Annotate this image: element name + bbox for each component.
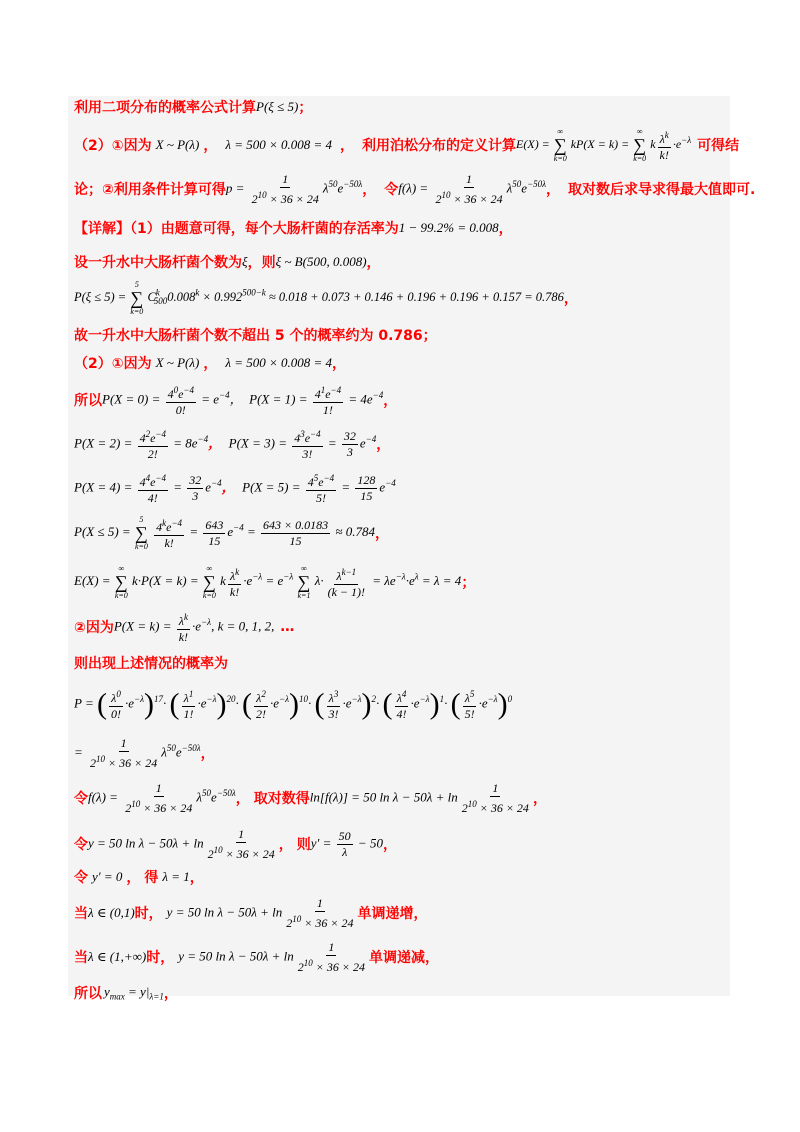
math-f-lambda: f(λ) = $\frac{1}{2^{10} \times 36 \times 24}$ $\lambda^{50}e^{-50\lambda}$ (398, 171, 547, 206)
math-y-prime: y′ = $\frac{50}{\lambda}$ − 50 (310, 828, 383, 859)
text: 单调递减， (368, 950, 439, 966)
math-interval-increasing: λ ∈ (0,1) (88, 905, 135, 920)
analysis-line-1 (74, 96, 312, 118)
detail-line-5: （2）①因为 X ~ P(λ) ， λ = 500 × 0.008 = 4 ， (74, 355, 347, 372)
text: 令 (74, 791, 88, 807)
math-survival-rate: 1 − 99.2% = 0.008 (398, 220, 499, 235)
math-binomial: ξ ~ B(500, 0.008) (275, 254, 367, 269)
text: 所以 (74, 986, 102, 1002)
detail-line-4 (74, 324, 437, 346)
text: 取对数后求导求得最大值即可. (568, 182, 756, 198)
math-probability-product: P = ( $\frac{\lambda^0}{0!}$ $\cdot e^{-\lambda})^{17}\cdot$ ( $\frac{\lambda^1}{1!}$ $\cdot e^{-\lambda})^{20}\cdot$ ( $\frac{\lambda^2}{2!}$ $\cdot e^{-\lambda})^{10}\cdot$ ( $\frac{\lambda^3}{3!}$ $\cdot e^{-\lambda})^2\cdot$ ( $\frac{\lambda^4}{4!}$ $\cdot e^{-\lambda})^1\cdot$ ( $\frac{\lambda^5}{5!}$ $\cdot e^{-\lambda})^0$ (74, 687, 513, 721)
detail-line-12 (74, 652, 228, 674)
text: （2）①因为 (74, 138, 152, 154)
text: 故一升水中大肠杆菌个数不超出 5 个的概率约为 0.786； (74, 328, 437, 344)
detail-line-17: 令 y′ = 0 ， 得 λ = 1 ， (74, 869, 204, 886)
text: （2）①因为 (74, 356, 152, 372)
text: 论；②利用条件计算可得 (74, 182, 226, 198)
math-expectation: E(X) = ∞ ∑ k=0 k·P(X = k) = ∞ ∑ k=0 k $\frac{\lambda^k}{k!}$ $\cdot e^{-\lambda} = e^{-\lambda}$ ∞ ∑ k=1 λ· $\frac{\lambda^{k-1}}{(k - 1)!}$ = $\lambda e^{-\lambda}\cdot e^\lambda = \lambda = 4$ (74, 564, 462, 600)
detail-line-15: 令 f(λ) = $\frac{1}{2^{10} \times 36 \times 24}$ $\lambda^{50}e^{-50\lambda}$ ， 取对数得 ln[f(λ)] = 50 ln λ − 50λ + ln $\frac{1}{2^{10} \times 36 \times 24}$ ， (74, 780, 547, 815)
text: 令 (74, 837, 88, 853)
math-pmf: P(X = k) = $\frac{\lambda^k}{k!}$ $\cdot e^{-\lambda}$, k = 0, 1, 2, (113, 611, 275, 644)
text: ； (298, 100, 313, 116)
text: 时， (146, 950, 175, 966)
math-expectation-def: E(X) = ∞ ∑ k=0 kP(X = k) = ∞ ∑ k=0 k $\frac{\lambda^k}{k!}$ $\cdot e^{-\lambda}$ (516, 127, 692, 163)
text: 则出现上述情况的概率为 (74, 656, 228, 672)
math-simplified: = $\frac{1}{2^{10} \times 36 \times 24}$ $\lambda^{50}e^{-50\lambda}$ (74, 735, 201, 770)
analysis-line-2: （2）①因为 X ~ P(λ) ， λ = 500 × 0.008 = 4 ， 利用泊松分布的定义计算 E(X) = ∞ ∑ k=0 kP(X = k) = ∞ ∑ k=0 k $\frac{\lambda^k}{k!}$ $\cdot e^{-\lambda}$ 可得结 (74, 127, 740, 163)
text: ②因为 (74, 620, 114, 636)
detail-line-16: 令 y = 50 ln λ − 50λ + ln $\frac{1}{2^{10} \times 36 \times 24}$ ， 则 y′ = $\frac{50}{\lambda}$ − 50 ， (74, 826, 397, 861)
detail-line-19 (74, 940, 439, 974)
math-log-f: ln[f(λ)] = 50 ln λ − 50λ + ln $\frac{1}{2^{10} \times 36 \times 24}$ (309, 780, 529, 815)
detail-line-1: 【详解】（1）由题意可得，每个大肠杆菌的存活率为 1 − 99.2% = 0.008 ， (74, 220, 513, 237)
math-y-prime-zero: y′ = 0 (92, 869, 123, 884)
math-y: y = 50 ln λ − 50λ + ln $\frac{1}{2^{10} \times 36 \times 24}$ (178, 939, 365, 974)
math-f-lambda: f(λ) = $\frac{1}{2^{10} \times 36 \times 24}$ $\lambda^{50}e^{-50\lambda}$ (88, 780, 236, 815)
math-p4-p5: P(X = 4) = $\frac{4^4e^{-4}}{4!}$ = $\frac{32}{3}$ $e^{-4}$， P(X = 5) = $\frac{4^5e^{-4}}{5!}$ = $\frac{128}{15}$ $e^{-4}$ (74, 472, 396, 505)
ellipsis: … (280, 619, 295, 635)
math-p0-p1: P(X = 0) = $\frac{4^0e^{-4}}{0!}$ = $e^{-4}$， P(X = 1) = $\frac{4^1e^{-4}}{1!}$ = $4e^{-4}$ (102, 384, 384, 417)
math-y-max: $y_{max} = y|_{\lambda=1}$ (104, 984, 164, 1002)
math-xi: ξ (242, 254, 248, 269)
detail-line-3: P(ξ ≤ 5) = 5 ∑ k=0 $C^k_{500}0.008^k \times 0.992^{500-k} \approx 0.018 + 0.073 + 0.146 + 0.196 + 0.196 + 0.157 = 0.786$ ， (74, 280, 578, 316)
text: 令 (384, 182, 399, 198)
analysis-line-3: 论；②利用条件计算可得 p = $\frac{1}{2^{10} \times 36 \times 24}$ $\lambda^{50}e^{-50\lambda}$ ， 令 f(λ) = $\frac{1}{2^{10} \times 36 \times 24}$ $\lambda^{50}e^{-50\lambda}$ ， 取对数后求导求得最大值即可. (74, 171, 756, 206)
text: 当 (74, 906, 88, 922)
math-p-formula: p = $\frac{1}{2^{10} \times 36 \times 24}$ $\lambda^{50}e^{-50\lambda}$ (225, 171, 363, 206)
math-p-le-5: P(X ≤ 5) = 5 ∑ k=0 $\frac{4^ke^{-4}}{k!}$ = $\frac{643}{15}$ $e^{-4}$ = $\frac{643 \times 0.0183}{15}$ ≈ 0.784 (74, 515, 375, 551)
text: 所以 (74, 393, 102, 409)
detail-line-11 (74, 610, 294, 644)
math-lambda-one: λ = 1 (162, 869, 190, 884)
text: 令 (74, 870, 88, 886)
text: ，则 (247, 255, 276, 271)
text: 得 (144, 870, 159, 886)
text: 取对数得 (253, 791, 310, 807)
math-poisson: X ~ P(λ) (155, 355, 200, 370)
text: 则 (296, 837, 311, 853)
math-y: y = 50 ln λ − 50λ + ln $\frac{1}{2^{10} \times 36 \times 24}$ (88, 826, 275, 861)
math-p2-p3: P(X = 2) = $\frac{4^2e^{-4}}{2!}$ = $8e^{-4}$， P(X = 3) = $\frac{4^3e^{-4}}{3!}$ = $\frac{32}{3}$ $e^{-4}$ (74, 428, 377, 461)
math-binomial-sum: P(ξ ≤ 5) = 5 ∑ k=0 $C^k_{500}0.008^k \times 0.992^{500-k} \approx 0.018 + 0.073 + 0.146 + 0.196 + 0.196 + 0.157 = 0.786$ (74, 280, 564, 316)
math-poisson: X ~ P(λ) (155, 137, 200, 152)
text: 时， (134, 906, 163, 922)
detail-line-10: E(X) = ∞ ∑ k=0 k·P(X = k) = ∞ ∑ k=0 k $\frac{\lambda^k}{k!}$ $\cdot e^{-\lambda} = e^{-\lambda}$ ∞ ∑ k=1 λ· $\frac{\lambda^{k-1}}{(k - 1)!}$ = $\lambda e^{-\lambda}\cdot e^\lambda = \lambda = 4$ ； (74, 564, 476, 600)
detail-line-13 (74, 680, 512, 728)
detail-line-18 (74, 896, 427, 930)
text: 利用二项分布的概率公式计算 (74, 100, 256, 116)
detail-line-14: = $\frac{1}{2^{10} \times 36 \times 24}$ $\lambda^{50}e^{-50\lambda}$ ， (74, 735, 215, 770)
math-lambda: λ = 500 × 0.008 = 4 (225, 137, 333, 152)
detail-line-8 (74, 470, 396, 506)
detail-line-9: P(X ≤ 5) = 5 ∑ k=0 $\frac{4^ke^{-4}}{k!}$ = $\frac{643}{15}$ $e^{-4}$ = $\frac{643 \times 0.0183}{15}$ ≈ 0.784 ， (74, 515, 389, 551)
text: 当 (74, 950, 88, 966)
text: 可得结 (697, 138, 740, 154)
text: 利用泊松分布的定义计算 (362, 138, 517, 154)
math-p-xi: P(ξ ≤ 5) (256, 99, 299, 114)
detail-line-7: P(X = 2) = $\frac{4^2e^{-4}}{2!}$ = $8e^{-4}$， P(X = 3) = $\frac{4^3e^{-4}}{3!}$ = $\frac{32}{3}$ $e^{-4}$ ， (74, 428, 391, 461)
text: 单调递增， (357, 906, 428, 922)
math-interval-decreasing: λ ∈ (1,+∞) (88, 949, 147, 964)
detail-line-2: 设一升水中大肠杆菌个数为 ξ ，则 ξ ~ B(500, 0.008) ， (74, 254, 381, 271)
math-y: y = 50 ln λ − 50λ + ln $\frac{1}{2^{10} \times 36 \times 24}$ (166, 895, 354, 930)
text: 【详解】（1）由题意可得，每个大肠杆菌的存活率为 (74, 221, 399, 237)
detail-line-20: 所以 $y_{max} = y|_{\lambda=1}$ ， (74, 984, 178, 1002)
detail-line-6: 所以 P(X = 0) = $\frac{4^0e^{-4}}{0!}$ = $e^{-4}$， P(X = 1) = $\frac{4^1e^{-4}}{1!}$ = $4e^{-4}$ ， (74, 384, 398, 417)
text: 设一升水中大肠杆菌个数为 (74, 255, 242, 271)
math-lambda: λ = 500 × 0.008 = 4 (225, 355, 333, 370)
